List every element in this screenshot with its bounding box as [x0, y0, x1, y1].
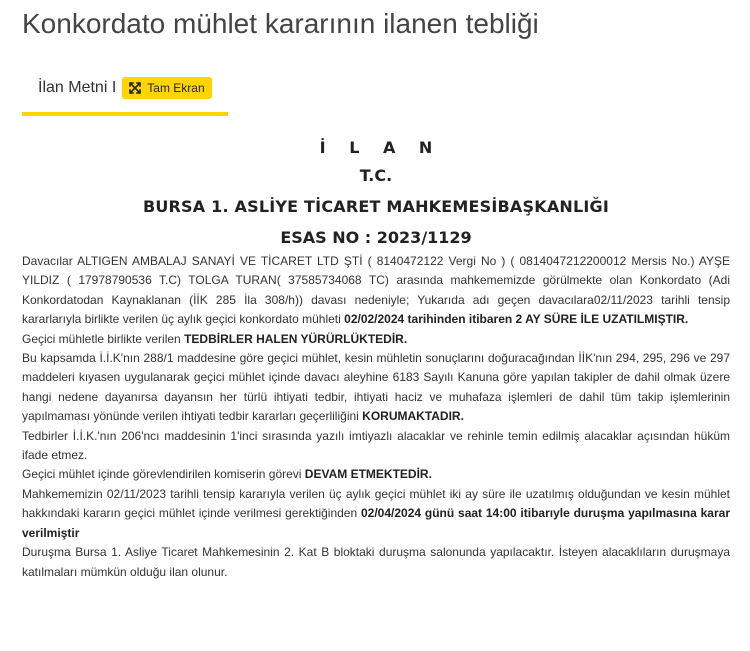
paragraph-commissioner-bold: DEVAM ETMEKTEDİR.	[304, 467, 432, 482]
expand-arrows-icon	[129, 82, 141, 94]
paragraph-hearing-bold: 02/04/2024 günü saat 14:00 itibarıyle duruşma yapılmasına karar verilmiştir	[22, 506, 730, 540]
fullscreen-label: Tam Ekran	[147, 81, 205, 95]
tab-separator: I	[111, 79, 117, 96]
tab-label-text: İlan Metni	[38, 79, 108, 96]
notice-heading: İ L A N	[319, 138, 442, 157]
case-number-label: ESAS NO :	[280, 228, 377, 247]
paragraph-commissioner-text: Geçici mühlet içinde görevlendirilen komiserin görevi	[22, 467, 305, 482]
paragraph-exemptions-text: Tedbirler İ.İ.K.'nın 206'ncı maddesinin 1'inci sırasında yazılı imtiyazlı alacaklar ve rehinle temin edilmiş alacaklar açısından hüküm ifade etmez.	[22, 428, 730, 463]
fullscreen-button[interactable]	[122, 77, 211, 99]
paragraph-measures-text: Geçici mühletle birlikte verilen	[22, 331, 185, 346]
case-number-value: 2023/1129	[376, 228, 472, 247]
notice-content	[22, 134, 730, 582]
paragraph-scope	[22, 349, 730, 427]
paragraph-hearing-text: Mahkememizin 02/11/2023 tarihli tensip kararıyla verilen üç aylık geçici mühlet iki ay süre ile uzatılmış olduğundan ve kesin mühlet hakkındaki kararın geçici mühlet içinde verilmesi gerektiğinden	[22, 486, 730, 521]
paragraph-parties-bold: 02/02/2024 tarihinden itibaren 2 AY SÜRE İLE UZATILMIŞTIR.	[344, 312, 689, 327]
paragraph-location-text: Duruşma Bursa 1. Asliye Ticaret Mahkemesinin 2. Kat B bloktaki duruşma salonunda yapılacaktır. İsteyen alacaklıların duruşmaya katılmaları mümkün olduğu ilan olunur.	[22, 545, 730, 579]
paragraph-scope-bold: KORUMAKTADIR.	[362, 409, 464, 424]
paragraph-location	[22, 543, 730, 582]
paragraph-hearing	[22, 485, 730, 543]
paragraph-scope-text: Bu kapsamda İ.İ.K'nın 288/1 maddesine göre geçici mühlet, kesin mühletin sonuçlarını doğuracağından İİK'nın 294, 295, 296 ve 297 maddeleri kıyasen uygulanarak geçici mühlet içinde davacı aleyhine 6183 Sayılı Kanuna göre yapılan takipler de dahil olmak üzere hangi nedene dayanırsa dayansın her türlü ihtiyati tedbir, ihtiyati haciz ve muhafaza işlemleri de dahil tüm takip işlemlerinin yapılmaması yönünde verilen ihtiyati tedbir kararları geçerliliğini	[22, 351, 730, 424]
notice-tc: T.C.	[359, 166, 393, 185]
paragraph-exemptions	[22, 427, 730, 466]
court-name: BURSA 1. ASLİYE TİCARET MAHKEMESİBAŞKANLIĞI	[142, 197, 610, 216]
tab-label	[38, 76, 116, 100]
paragraph-parties-text: Davacılar ALTIGEN AMBALAJ SANAYİ VE TİCARET LTD ŞTİ ( 8140472122 Vergi No ) ( 0814047212200012 Mersis No.) AYŞE YILDIZ ( 17978790536 T.C) TOLGA TURAN( 37585734068 TC) arasında mahkememizde görülmekte olan Konkordato (Adi Konkordatodan Kaynaklanan (İİK 285 İla 308/h)) davası nedeniyle; Yukarıda adı geçen davacılara02/11/2023 tarihli tensip kararlarıyla birlikte verilen üç aylık geçici konkordato mühleti	[22, 254, 730, 327]
case-number	[22, 224, 730, 252]
paragraph-measures	[22, 330, 730, 349]
paragraph-commissioner	[22, 465, 730, 484]
page-title: Konkordato mühlet kararının ilanen tebliği	[22, 8, 539, 39]
paragraph-parties	[22, 252, 730, 330]
tab-bar	[22, 76, 228, 116]
paragraph-measures-bold: TEDBİRLER HALEN YÜRÜRLÜKTEDİR.	[184, 331, 408, 346]
tab-ilan-metni[interactable]	[22, 76, 228, 116]
